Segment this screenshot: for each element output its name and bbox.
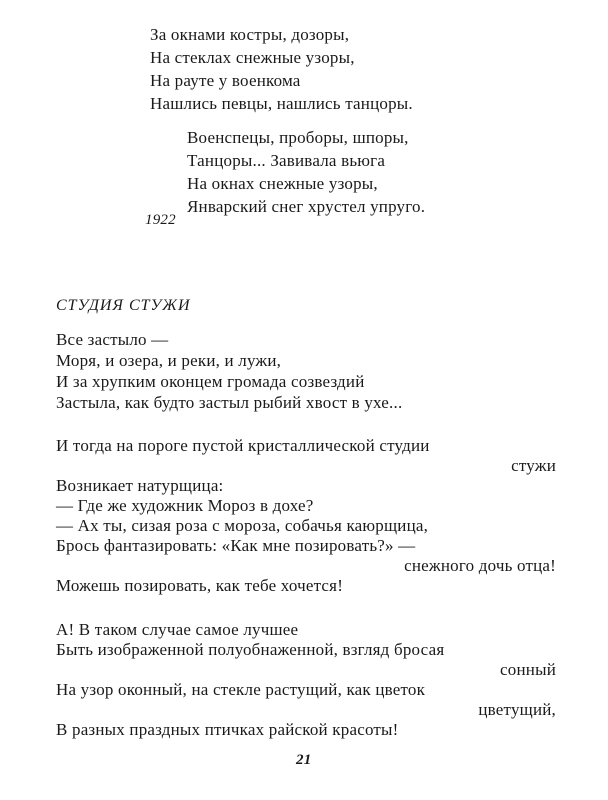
poem2-stanza1-line4: Застыла, как будто застыл рыбий хвост в ухе... [56, 393, 403, 412]
poem2-stanza3-line4: В разных праздных птичках райской красоты! [56, 720, 399, 739]
poem2-stanza1-line3: И за хрупким оконцем громада созвездий [56, 372, 365, 391]
poem2-stanza3-line3: На узор оконный, на стекле растущий, как цветок [56, 680, 426, 699]
poem2-stanza3-line3-wrap: цветущий, [478, 700, 556, 719]
poem1-stanza1-line1: За окнами костры, дозоры, [150, 25, 350, 44]
poem2-stanza2-line6: Можешь позировать, как тебе хочется! [56, 576, 344, 595]
poem1-year: 1922 [145, 212, 176, 228]
poem2-stanza2-line5: Брось фантазировать: «Как мне позировать?» — [56, 536, 416, 555]
poem1-stanza2-line1: Военспецы, проборы, шпоры, [187, 128, 409, 147]
page-number: 21 [296, 752, 312, 768]
poem1-stanza2-line2: Танцоры... Завивала вьюга [187, 151, 386, 170]
poem2-stanza2-line2: Возникает натурщица: [56, 476, 224, 495]
poem1-stanza1-line3: На рауте у военкома [150, 71, 301, 90]
poem2-stanza1-line2: Моря, и озера, и реки, и лужи, [56, 351, 282, 370]
poem2-stanza3-line1: А! В таком случае самое лучшее [56, 620, 299, 639]
poem1-stanza1-line4: Нашлись певцы, нашлись танцоры. [150, 94, 413, 113]
poem1-stanza2-line4: Январский снег хрустел упруго. [187, 197, 426, 216]
poem2-stanza3-line2: Быть изображенной полуобнаженной, взгляд бросая [56, 640, 445, 659]
poem2-title: СТУДИЯ СТУЖИ [56, 297, 191, 314]
poem2-stanza1-line1: Все застыло — [56, 330, 169, 349]
poem2-stanza2-line1-wrap: стужи [511, 456, 556, 475]
poem2-stanza2-line4: — Ах ты, сизая роза с мороза, собачья каюрщица, [56, 516, 429, 535]
poem2-stanza2-line5-wrap: снежного дочь отца! [404, 556, 556, 575]
poem1-stanza1-line2: На стеклах снежные узоры, [150, 48, 355, 67]
poem1-stanza2-line3: На окнах снежные узоры, [187, 174, 378, 193]
poem2-stanza2-line3: — Где же художник Мороз в дохе? [56, 496, 314, 515]
poem2-stanza2-line1: И тогда на пороге пустой кристаллической студии [56, 436, 430, 455]
poem2-stanza3-line2-wrap: сонный [500, 660, 556, 679]
